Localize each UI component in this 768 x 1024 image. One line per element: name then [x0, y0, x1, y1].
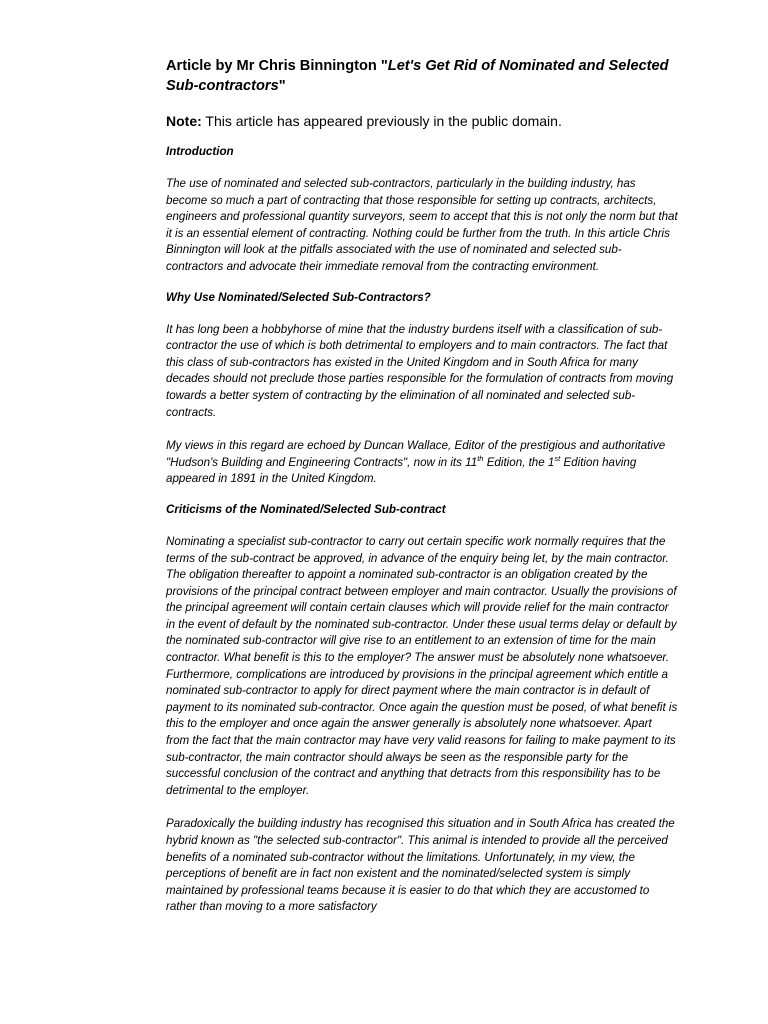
- superscript-st: st: [554, 453, 561, 463]
- title-suffix: ": [278, 78, 286, 94]
- note-text: This article has appeared previously in the public domain.: [205, 113, 562, 129]
- para2-part-c: Edition having appeared in 1891 in the United Kingdom.: [166, 455, 637, 486]
- paragraph-criticisms-1: Nominating a specialist sub-contractor to carry out certain specific work normally requires that the terms of the sub-contract be approved, in advance of the enquiry being let, by the main contractor. The obligation thereafter to appoint a nominated sub-contractor is an obligation created by the provisions of the principal contract between employer and main contractor. Usually the provisions of the principal agreement will contain certain clauses which will provide relief for the main contractor in the event of default by the nominated sub-contractor. Under these usual terms delay or default by the nominated sub-contractor will give rise to an entitlement to an extension of time for the main contractor. What benefit is this to the employer? The answer must be absolutely none whatsoever. Furthermore, complications are introduced by provisions in the principal agreement which entitle a nominated sub-contractor to apply for direct payment where the main contractor is in default of payment to its nominated sub-contractor. Once again the question must be posed, of what benefit is this to the employer and once again the answer generally is absolutely none whatsoever. Apart from the fact that the main contractor may have very valid reasons for failing to make payment to its sub-contractor, the main contractor should always be seen as the responsible party for the successful conclusion of the contract and anything that detracts from this responsibility has to be detrimental to the employer.: [166, 534, 678, 797]
- document-body: [166, 56, 678, 916]
- note-label: Note:: [166, 113, 202, 129]
- heading-introduction: Introduction: [166, 145, 234, 158]
- paragraph-why-use-1: It has long been a hobbyhorse of mine that the industry burdens itself with a classification of sub-contractor the use of which is both detrimental to employers and to main contractors. The fact that this class of sub-contractors has existed in the United Kingdom and in South Africa for many decades should not preclude those parties responsible for the formulation of contracts from moving towards a better system of contracting by the elimination of all nominated and selected sub-contracts.: [166, 322, 674, 419]
- article-note: [166, 112, 678, 130]
- paragraph-criticisms-2: Paradoxically the building industry has recognised this situation and in South Africa has created the hybrid known as "the selected sub-contractor". This animal is intended to provide all the perceived benefits of a nominated sub-contractor without the limitations. Unfortunately, in my view, the perceptions of benefit are in fact non existent and the nominated/selected system is simply maintained by professional teams because it is easier to do that which they are accustomed to rather than moving to a more satisfactory: [166, 817, 675, 914]
- superscript-th: th: [477, 453, 484, 463]
- para2-part-b: Edition, the 1: [483, 455, 555, 469]
- paragraph-introduction: The use of nominated and selected sub-contractors, particularly in the building industry, has become so much a part of contracting that those responsible for setting up contracts, architects, engineers and professional quantity surveyors, seem to accept that this is not only the norm but that it is an essential element of contracting. Nothing could be further from the truth. In this article Chris Binnington will look at the pitfalls associated with the use of nominated and selected sub-contractors and advocate their immediate removal from the contracting environment.: [166, 177, 678, 273]
- heading-criticisms: Criticisms of the Nominated/Selected Sub-contract: [166, 502, 446, 516]
- title-prefix: Article by Mr Chris Binnington ": [166, 58, 388, 74]
- title-italic: Let's Get Rid of Nominated and Selected Sub-contractors: [166, 58, 669, 94]
- heading-why-use: Why Use Nominated/Selected Sub-Contractors?: [166, 290, 431, 304]
- paragraph-why-use-2: [166, 438, 678, 488]
- article-title: [166, 56, 678, 96]
- para2-part-a: My views in this regard are echoed by Duncan Wallace, Editor of the prestigious and authoritative "Hudson's Building and Engineering Contracts", now in its 11: [166, 439, 666, 469]
